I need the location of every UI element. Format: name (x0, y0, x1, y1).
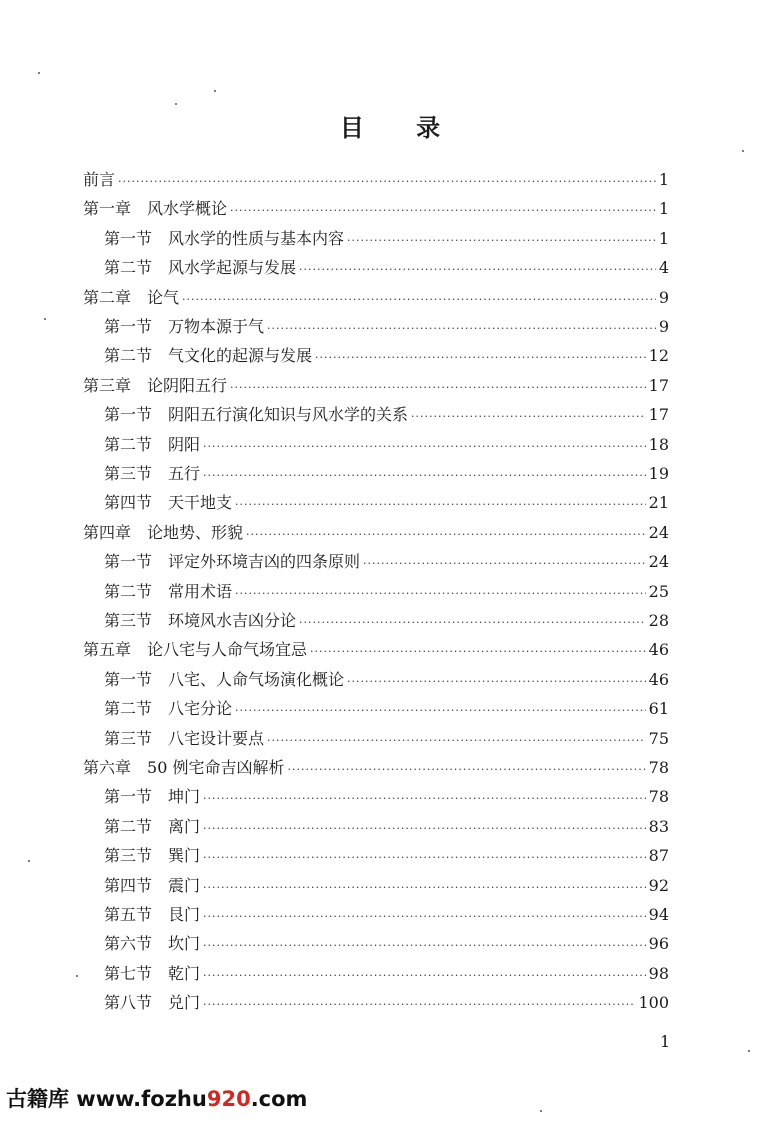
toc-entry-page: 46 (648, 640, 669, 660)
toc-chapter-entry (83, 637, 669, 663)
toc-entry-page: 78 (648, 758, 669, 777)
toc-entry-number: 第四节 (104, 875, 153, 895)
toc-entry-title: 兑门 (168, 993, 201, 1013)
toc-entry-page: 46 (648, 669, 669, 689)
toc-entry-number: 第八节 (104, 993, 153, 1013)
toc-entry-page: 92 (648, 875, 669, 895)
toc-entry-page: 25 (648, 581, 669, 601)
page-title: 目 录 (339, 113, 463, 142)
dot-leader (203, 963, 646, 989)
dot-leader (235, 581, 646, 607)
toc-entry-title: 八宅、人命气场演化概论 (168, 669, 345, 689)
toc-entry-number: 第二节 (104, 346, 153, 366)
toc-section-entry (104, 549, 669, 575)
scan-speck (28, 860, 30, 862)
toc-section-entry (104, 784, 669, 810)
toc-entry-title: 论气 (147, 287, 180, 307)
scan-speck (44, 318, 46, 320)
scan-speck (748, 1050, 750, 1052)
toc-entry-number: 第一节 (104, 405, 153, 425)
toc-entry-number: 第一节 (104, 787, 153, 807)
toc-section-entry (104, 667, 669, 693)
dot-leader (203, 992, 635, 1018)
toc-entry-number: 第四节 (104, 493, 153, 513)
toc-entry-page: 94 (648, 905, 669, 924)
toc-section-entry (104, 343, 669, 369)
toc-section-entry (104, 461, 669, 487)
toc-section-entry (104, 843, 669, 869)
toc-entry-page: 17 (648, 405, 669, 425)
toc-chapter-entry (83, 373, 669, 399)
toc-entry-number: 第一节 (104, 228, 153, 248)
toc-entry-title: 艮门 (168, 905, 201, 924)
dot-leader (267, 316, 656, 342)
toc-entry-number: 第三节 (104, 464, 153, 483)
watermark-suffix: .com (250, 1087, 308, 1111)
toc-entry-number: 第一节 (104, 669, 153, 689)
toc-section-entry (104, 902, 669, 928)
toc-entry-number: 第三章 (83, 375, 132, 395)
toc-entry-title: 论地势、形貌 (147, 522, 244, 542)
toc-entry-title: 50 例宅命吉凶解析 (147, 758, 285, 777)
dot-leader (246, 522, 646, 548)
dot-leader (315, 345, 646, 371)
dot-leader (203, 904, 646, 930)
dot-leader (411, 404, 646, 430)
toc-entry-number: 第二章 (83, 287, 132, 307)
toc-entry-page: 24 (648, 522, 669, 542)
toc-entry-title: 坤门 (168, 787, 201, 807)
toc-entry-page: 96 (648, 934, 669, 954)
toc-entry-number: 第五节 (104, 905, 153, 924)
toc-section-entry (104, 402, 669, 428)
toc-entry-page: 61 (648, 699, 669, 719)
page-number: 1 (660, 1032, 671, 1051)
toc-entry-number: 第二节 (104, 258, 153, 278)
dot-leader (347, 669, 646, 695)
dot-leader (203, 845, 646, 871)
toc-entry-title: 阴阳五行演化知识与风水学的关系 (168, 405, 409, 425)
toc-entry-title: 阴阳 (168, 434, 201, 454)
dot-leader (203, 434, 646, 460)
toc-entry-title: 八宅设计要点 (168, 728, 265, 748)
toc-entry-page: 75 (648, 728, 669, 748)
watermark (6, 1083, 307, 1113)
toc-entry-title: 八宅分论 (168, 699, 233, 719)
toc-entry-number: 第二节 (104, 434, 153, 454)
dot-leader (182, 287, 656, 313)
scan-speck (214, 90, 216, 92)
toc-entry-title: 巽门 (168, 846, 201, 866)
toc-entry-number: 第四章 (83, 522, 132, 542)
toc-entry-page: 9 (658, 317, 669, 336)
toc-entry-title: 气文化的起源与发展 (168, 346, 313, 366)
dot-leader (267, 728, 646, 754)
toc-entry-page: 9 (658, 287, 669, 307)
toc-entry-page: 18 (648, 434, 669, 454)
dot-leader (287, 757, 645, 783)
toc-section-entry (104, 226, 669, 252)
toc-entry-title: 前言 (83, 170, 116, 189)
toc-entry-number: 第二节 (104, 699, 153, 719)
toc-entry-page: 28 (648, 611, 669, 630)
toc-entry-number: 第三节 (104, 728, 153, 748)
toc-chapter-entry (83, 285, 669, 311)
dot-leader (299, 257, 656, 283)
toc-section-entry (104, 255, 669, 281)
toc-entry-number: 第七节 (104, 963, 153, 983)
toc-entry-page: 78 (648, 787, 669, 807)
toc-entry-title: 乾门 (168, 963, 201, 983)
toc-entry-title: 离门 (168, 816, 201, 836)
watermark-prefix: 古籍库 www.fozhu (6, 1087, 207, 1111)
toc-chapter-entry (83, 196, 669, 222)
toc-entry-title: 五行 (168, 464, 201, 483)
toc-entry-number: 第一章 (83, 199, 132, 219)
toc-entry-title: 坎门 (168, 934, 201, 954)
watermark-highlight: 920 (206, 1087, 251, 1111)
toc-section-entry (104, 490, 669, 516)
toc-section-entry (104, 314, 669, 340)
dot-leader (203, 875, 646, 901)
toc-section-entry (104, 696, 669, 722)
toc-entry-page: 87 (648, 846, 669, 866)
toc-section-entry (104, 931, 669, 957)
toc-section-entry (104, 873, 669, 899)
toc-entry-number: 第三节 (104, 846, 153, 866)
dot-leader (230, 375, 646, 401)
dot-leader (203, 463, 646, 489)
dot-leader (118, 169, 656, 195)
toc-entry-page: 98 (648, 963, 669, 983)
toc-entry-page: 17 (648, 375, 669, 395)
toc-entry-title: 风水学起源与发展 (168, 258, 297, 278)
toc-entry-page: 1 (658, 228, 669, 248)
toc-chapter-entry (83, 755, 669, 781)
dot-leader (299, 610, 646, 636)
toc-section-entry (104, 608, 669, 634)
scan-speck (742, 150, 744, 152)
dot-leader (230, 198, 656, 224)
toc-entry-title: 常用术语 (168, 581, 233, 601)
toc-section-entry (104, 726, 669, 752)
toc-entry-title: 万物本源于气 (168, 317, 265, 336)
toc-entry-title: 环境风水吉凶分论 (168, 611, 297, 630)
toc-entry-title: 震门 (168, 875, 201, 895)
toc-entry-title: 风水学的性质与基本内容 (168, 228, 345, 248)
dot-leader (203, 786, 646, 812)
scan-speck (38, 72, 40, 74)
toc-entry-page: 83 (648, 816, 669, 836)
dot-leader (203, 933, 646, 959)
dot-leader (235, 698, 646, 724)
toc-entry-page: 12 (648, 346, 669, 366)
dot-leader (203, 816, 646, 842)
toc-entry-page: 100 (638, 993, 669, 1013)
toc-entry-number: 第一节 (104, 317, 153, 336)
toc-entry-number: 第一节 (104, 552, 153, 572)
toc-entry-page: 19 (648, 464, 669, 483)
toc-chapter-entry (83, 167, 669, 193)
toc-chapter-entry (83, 520, 669, 546)
toc-section-entry (104, 579, 669, 605)
toc-entry-title: 论八宅与人命气场宜忌 (147, 640, 308, 660)
toc-section-entry (104, 961, 669, 987)
toc-entry-title: 评定外环境吉凶的四条原则 (168, 552, 361, 572)
toc-entry-page: 24 (648, 552, 669, 572)
scan-speck (175, 103, 177, 105)
toc-section-entry (104, 432, 669, 458)
toc-entry-page: 1 (658, 199, 669, 219)
scan-speck (76, 975, 78, 977)
toc-entry-number: 第二节 (104, 581, 153, 601)
toc-entry-number: 第五章 (83, 640, 132, 660)
toc-entry-number: 第三节 (104, 611, 153, 630)
toc-entry-title: 天干地支 (168, 493, 233, 513)
dot-leader (310, 639, 646, 665)
toc-entry-title: 风水学概论 (147, 199, 228, 219)
toc-entry-page: 4 (658, 258, 669, 278)
dot-leader (347, 228, 656, 254)
toc-entry-page: 21 (648, 493, 669, 513)
dot-leader (363, 551, 646, 577)
toc-entry-number: 第六章 (83, 758, 132, 777)
scan-speck (540, 1110, 542, 1112)
toc-entry-page: 1 (658, 170, 669, 189)
toc-section-entry (104, 990, 669, 1016)
toc-entry-title: 论阴阳五行 (147, 375, 228, 395)
toc-entry-number: 第六节 (104, 934, 153, 954)
dot-leader (235, 492, 646, 518)
toc-entry-number: 第二节 (104, 816, 153, 836)
toc-section-entry (104, 814, 669, 840)
